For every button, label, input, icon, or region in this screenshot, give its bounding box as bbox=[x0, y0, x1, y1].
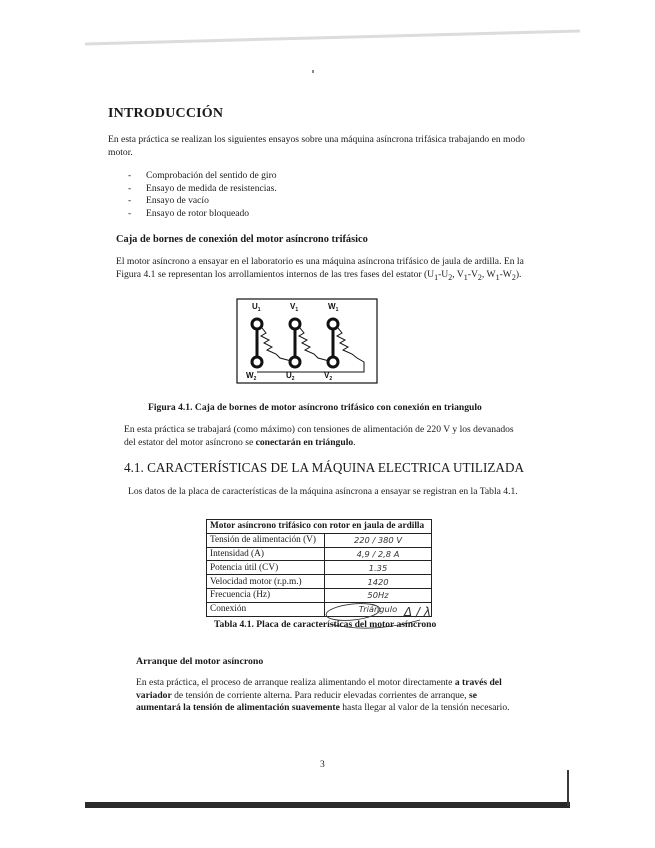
section-intro: Los datos de la placa de características de la máquina asíncrona a ensayar se registran en la Tabla 4.1. bbox=[128, 486, 518, 497]
table-row bbox=[207, 533, 432, 547]
terminal-u1 bbox=[252, 319, 262, 329]
terminal-v2 bbox=[328, 357, 338, 367]
intro-paragraph: En esta práctica se realizan los siguientes ensayos sobre una máquina asíncrona trifásica trabajando en modo motor. bbox=[108, 134, 525, 158]
terminal-v1 bbox=[290, 319, 300, 329]
test-list bbox=[128, 170, 277, 220]
table-header-row bbox=[207, 520, 432, 534]
row-label: Frecuencia (Hz) bbox=[207, 588, 325, 602]
subheading-arranque: Arranque del motor asíncrono bbox=[136, 656, 264, 667]
row-value: 50Hz bbox=[325, 588, 432, 602]
figure-caption: Figura 4.1. Caja de bornes de motor asíncrono trifásico con conexión en triangulo bbox=[148, 402, 482, 413]
subheading-caja-bornes: Caja de bornes de conexión del motor asíncrono trifásico bbox=[116, 234, 368, 245]
scan-edge-top bbox=[85, 30, 580, 46]
row-value: 1.35 bbox=[325, 561, 432, 575]
list-item: - Ensayo de medida de resistencias. bbox=[128, 183, 277, 196]
table-row bbox=[207, 547, 432, 561]
row-value: Triángulo bbox=[325, 602, 432, 616]
label-u2: $U_2$ bbox=[286, 371, 295, 382]
page-number: 3 bbox=[320, 759, 325, 770]
row-label: Potencia útil (CV) bbox=[207, 561, 325, 575]
terminal-u2 bbox=[290, 357, 300, 367]
section-title: 4.1. CARACTERÍSTICAS DE LA MÁQUINA ELECTRICA UTILIZADA bbox=[124, 460, 525, 475]
terminal-w1 bbox=[328, 319, 338, 329]
scan-edge-bottom bbox=[85, 802, 570, 808]
scan-edge-right bbox=[567, 770, 569, 806]
row-label: Intensidad (A) bbox=[207, 547, 325, 561]
handwritten-annotation bbox=[320, 600, 460, 636]
list-item: - Comprobación del sentido de giro bbox=[128, 170, 277, 183]
voltage-paragraph: En esta práctica se trabajará (como máximo) con tensiones de alimentación de 220 V y los devanados del estator del motor asíncrono se conectarán en triángulo. bbox=[124, 424, 514, 448]
row-value: 1420 bbox=[325, 575, 432, 589]
table-header: Motor asíncrono trifásico con rotor en jaula de ardilla bbox=[207, 520, 432, 534]
row-value: 220 / 380 V bbox=[325, 533, 432, 547]
row-value: 4,9 / 2,8 A bbox=[325, 547, 432, 561]
table-row bbox=[207, 561, 432, 575]
row-label: Tensión de alimentación (V) bbox=[207, 533, 325, 547]
list-item: - Ensayo de rotor bloqueado bbox=[128, 208, 277, 221]
arranque-paragraph: En esta práctica, el proceso de arranque realiza alimentando el motor directamente a través del variador de tensión de corriente alterna. Para reducir elevadas corrientes de arranque, se aumentará la tensión de alimentación suavemente hasta llegar al valor de la tensión necesario. bbox=[136, 677, 510, 713]
list-item: - Ensayo de vacío bbox=[128, 195, 277, 208]
label-u1: $U_1$ bbox=[252, 302, 261, 313]
terminal-box-diagram bbox=[236, 298, 378, 384]
handwritten-delta-lambda: Δ / λ bbox=[404, 605, 431, 619]
winding-v bbox=[295, 324, 333, 362]
label-w1: $W_1$ bbox=[328, 302, 339, 313]
row-label: Velocidad motor (r.p.m.) bbox=[207, 575, 325, 589]
caja-paragraph: El motor asíncrono a ensayar en el laboratorio es una máquina asíncrona trifásico de jaula de ardilla. En la Figura 4.1 se representan los arrollamientos internos de las tres fases del estator ($U_1-U_2$, $V_1-V_2$, $W_1-W_2$). bbox=[116, 256, 524, 282]
winding-u bbox=[257, 324, 295, 362]
terminal-w2 bbox=[252, 357, 262, 367]
scan-speck bbox=[312, 70, 314, 73]
heading-introduccion: INTRODUCCIÓN bbox=[108, 106, 224, 121]
winding-w bbox=[257, 324, 364, 372]
label-w2: $W_2$ bbox=[246, 371, 257, 382]
label-v2: $V_2$ bbox=[324, 371, 333, 382]
table-row bbox=[207, 575, 432, 589]
row-label: Conexión bbox=[207, 602, 325, 616]
label-v1: $V_1$ bbox=[290, 302, 299, 313]
table-caption: Tabla 4.1. Placa de características del motor asíncrono bbox=[214, 619, 437, 630]
